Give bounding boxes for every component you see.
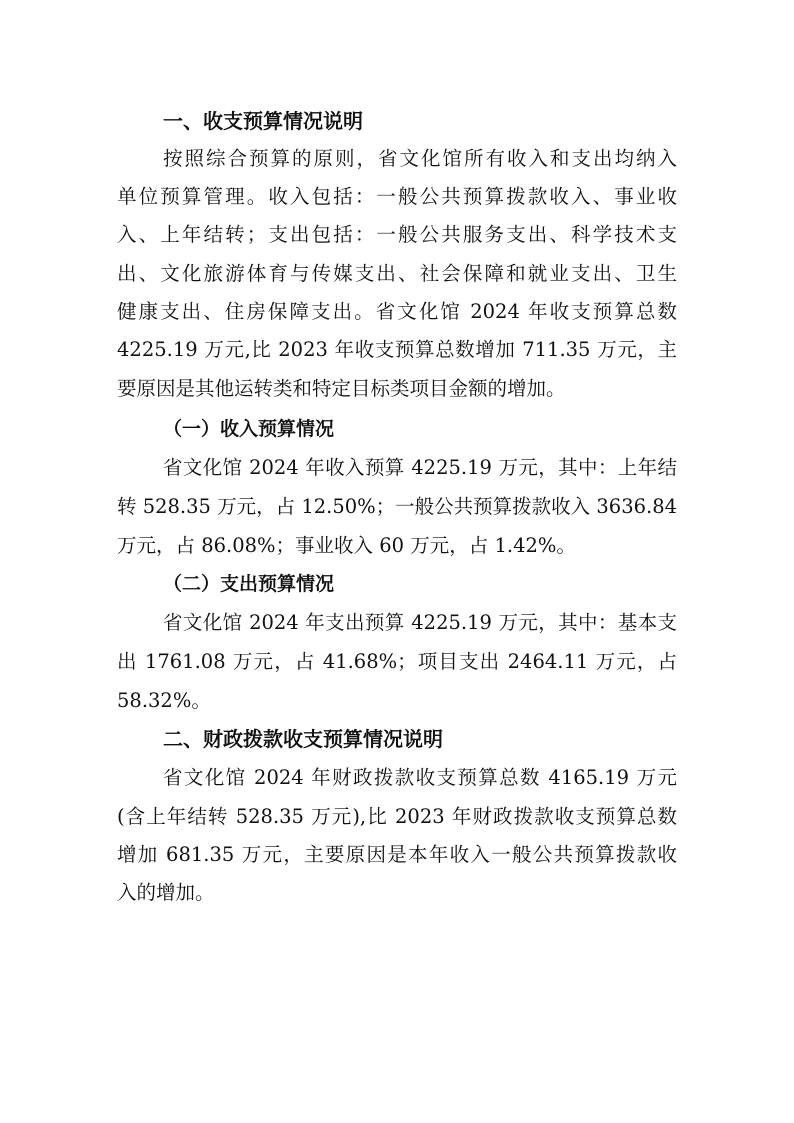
section1-line-1: 按照综合预算的原则，省文化馆所有收入和支出均纳入 — [163, 147, 677, 170]
income-heading: （一）收入预算情况 — [163, 418, 335, 440]
income-line-3: 万元，占 86.08%；事业收入 60 万元，占 1.42%。 — [117, 534, 576, 557]
expenditure-line-1: 省文化馆 2024 年支出预算 4225.19 万元，其中：基本支 — [163, 611, 677, 634]
income-line-2: 转 528.35 万元，占 12.50%；一般公共预算拨款收入 3636.84 — [117, 495, 677, 518]
section2-heading: 二、财政拨款收支预算情况说明 — [163, 727, 443, 751]
section1-line-7: 要原因是其他运转类和特定目标类项目金额的增加。 — [117, 377, 566, 400]
section2-line-2: (含上年结转 528.35 万元),比 2023 年财政拨款收支预算总数 — [117, 805, 677, 828]
expenditure-heading: （二）支出预算情况 — [163, 573, 335, 595]
section1-line-2: 单位预算管理。收入包括：一般公共预算拨款收入、事业收 — [117, 185, 677, 208]
income-line-1: 省文化馆 2024 年收入预算 4225.19 万元，其中：上年结 — [163, 456, 677, 479]
expenditure-line-3: 58.32%。 — [117, 689, 211, 712]
section1-line-5: 健康支出、住房保障支出。省文化馆 2024 年收支预算总数 — [117, 300, 677, 323]
section1-line-3: 入、上年结转；支出包括：一般公共服务支出、科学技术支 — [117, 223, 677, 246]
section1-heading: 一、收支预算情况说明 — [163, 109, 363, 133]
section2-line-3: 增加 681.35 万元，主要原因是本年收入一般公共预算拨款收 — [117, 843, 677, 866]
expenditure-line-2: 出 1761.08 万元，占 41.68%；项目支出 2464.11 万元，占 — [117, 650, 677, 673]
section2-line-4: 入的增加。 — [117, 881, 215, 904]
section2-line-1: 省文化馆 2024 年财政拨款收支预算总数 4165.19 万元 — [163, 766, 677, 789]
section1-line-4: 出、文化旅游体育与传媒支出、社会保障和就业支出、卫生 — [117, 262, 677, 285]
section1-line-6: 4225.19 万元,比 2023 年收支预算总数增加 711.35 万元，主 — [117, 338, 677, 361]
